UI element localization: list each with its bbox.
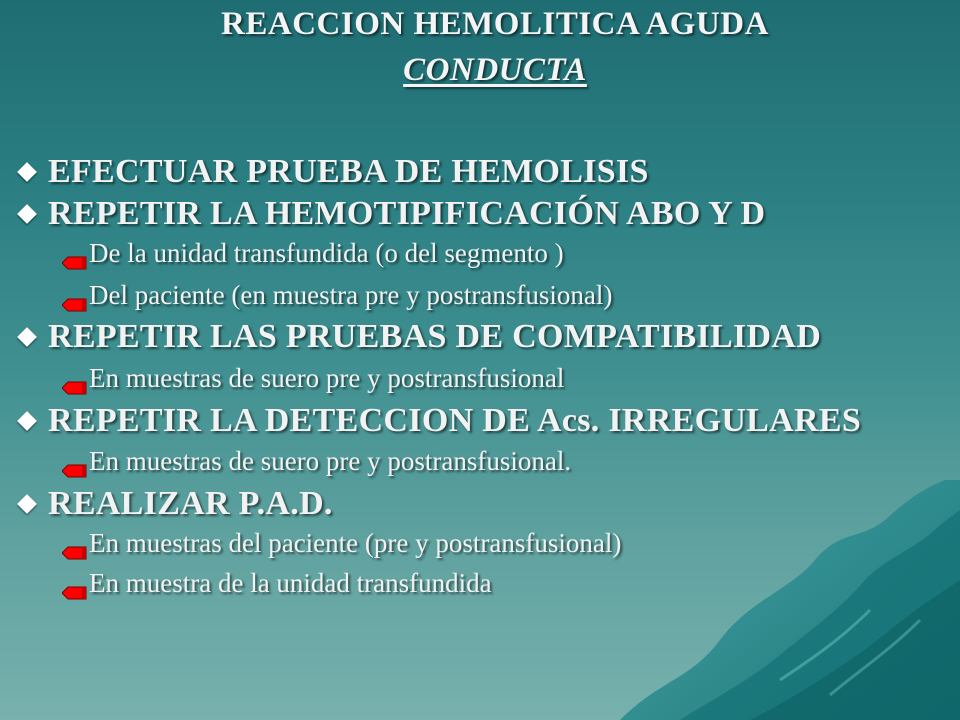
pencil-bullet-icon <box>62 288 87 302</box>
pencil-bullet-icon <box>62 454 87 468</box>
bullet-text: REPETIR LA HEMOTIPIFICACIÓN ABO Y D <box>48 195 766 232</box>
bullet-text: Del paciente (en muestra pre y postransfusional) <box>89 280 613 310</box>
sub-bullet-item <box>62 568 492 599</box>
pencil-bullet-icon <box>62 576 87 590</box>
diamond-bullet-icon <box>17 494 37 514</box>
sub-bullet-item <box>62 238 564 269</box>
pencil-bullet-icon <box>62 246 87 260</box>
bullet-text: REPETIR LA DETECCION DE Acs. IRREGULARES <box>48 402 862 439</box>
bullet-text: REPETIR LAS PRUEBAS DE COMPATIBILIDAD <box>48 318 822 355</box>
sub-bullet-item <box>62 446 571 477</box>
bullet-item <box>12 153 649 191</box>
diamond-bullet-icon <box>17 411 37 431</box>
bullet-text: En muestras de suero pre y postransfusional <box>89 363 565 393</box>
bullet-text: En muestras de suero pre y postransfusional. <box>89 446 572 476</box>
bullet-text: En muestra de la unidad transfundida <box>89 568 492 598</box>
diamond-bullet-icon <box>17 204 37 224</box>
pencil-bullet-icon <box>62 371 87 385</box>
bullet-text: EFECTUAR PRUEBA DE HEMOLISIS <box>48 153 649 190</box>
slide-title: REACCION HEMOLITICA AGUDA <box>221 6 769 42</box>
sub-bullet-item <box>62 363 564 394</box>
wave-decoration <box>600 480 960 720</box>
bullet-item <box>12 195 765 233</box>
sub-bullet-item <box>62 280 612 311</box>
sub-bullet-item <box>62 528 621 559</box>
bullet-text: En muestras del paciente (pre y postransfusional) <box>89 528 622 558</box>
bullet-text: De la unidad transfundida (o del segmento ) <box>89 238 564 268</box>
bullet-item <box>12 485 333 523</box>
diamond-bullet-icon <box>17 162 37 182</box>
bullet-item <box>12 402 861 440</box>
diamond-bullet-icon <box>17 327 37 347</box>
pencil-bullet-icon <box>62 536 87 550</box>
slide-subtitle: CONDUCTA <box>403 52 587 88</box>
bullet-item <box>12 318 821 356</box>
bullet-text: REALIZAR P.A.D. <box>48 485 333 522</box>
